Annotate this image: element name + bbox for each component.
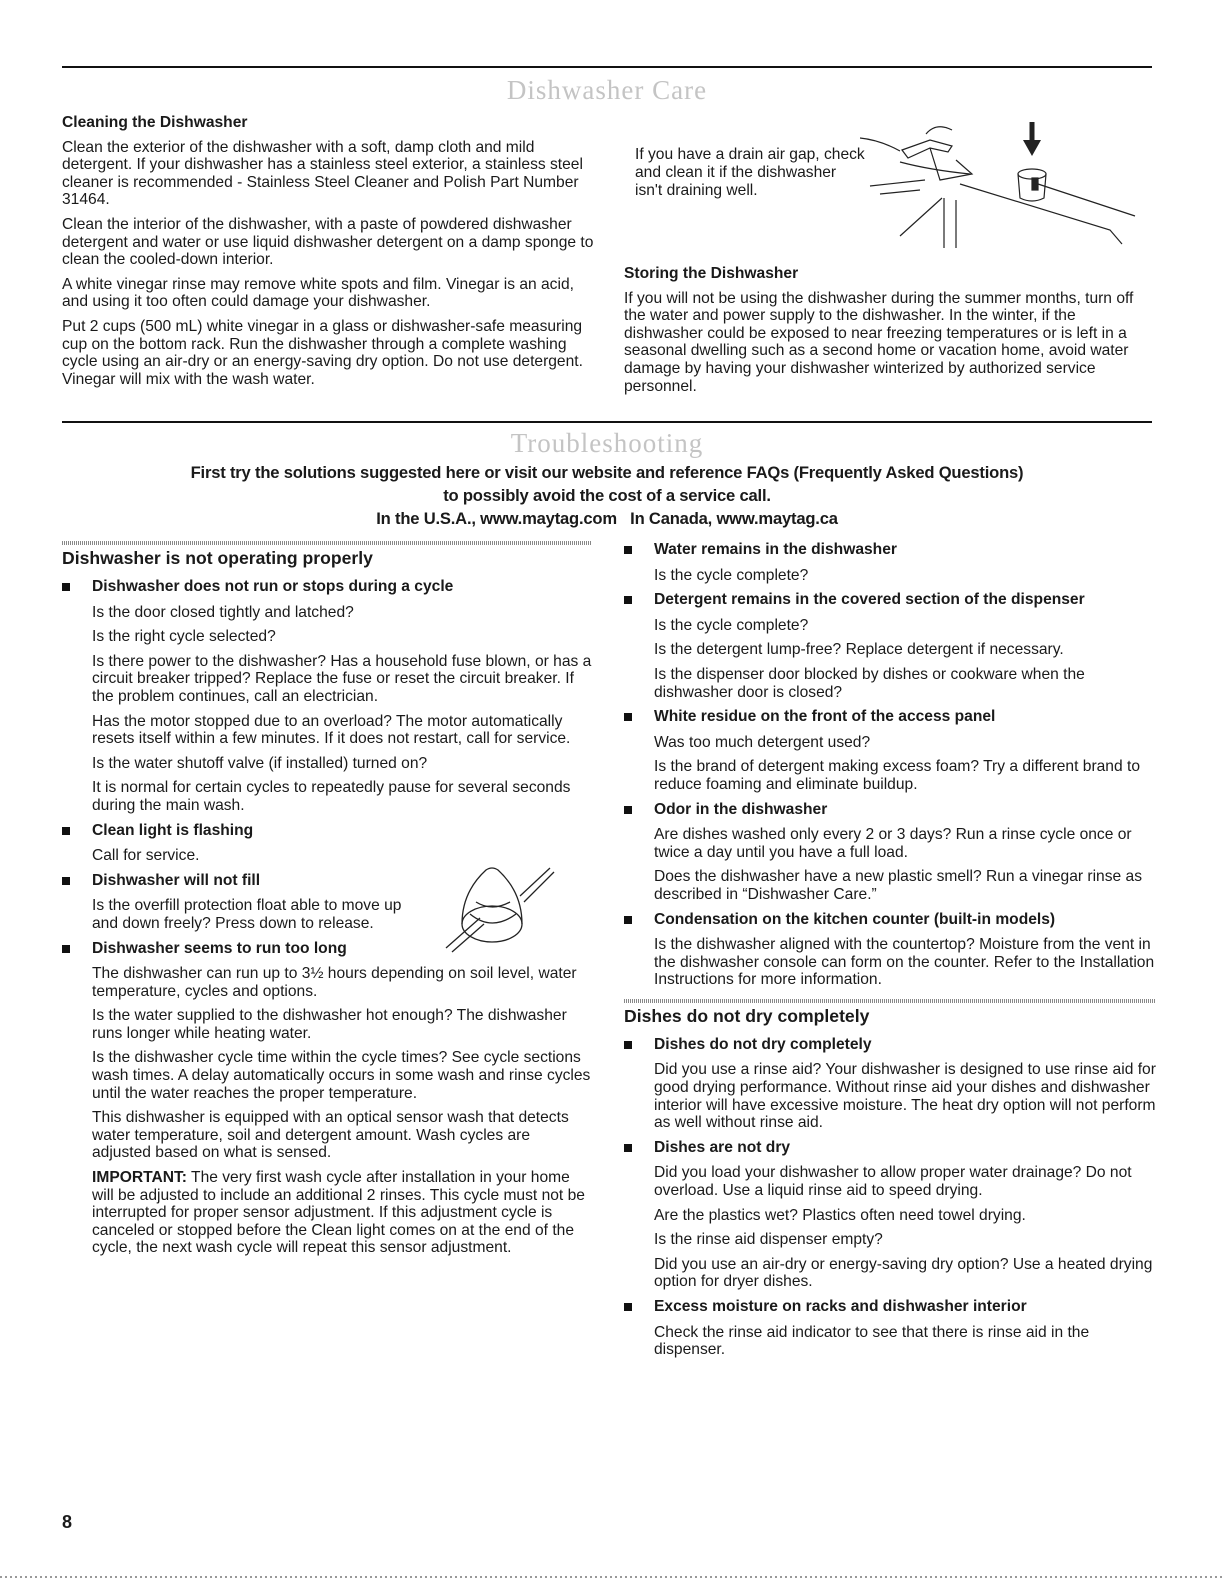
dishwasher-care-title: Dishwasher Care — [506, 75, 708, 105]
solution-text: It is normal for certain cycles to repeatedly pause for several seconds during the main wash. — [92, 779, 571, 814]
solution-text: Is the dishwasher cycle time within the cycle times? See cycle sections wash times. A delay automatically occurs in some wash and rinse cycles until the water reaches the proper temperature. — [92, 1049, 591, 1102]
bullet-icon — [624, 1144, 632, 1152]
solution-text: Did you use a rinse aid? Your dishwasher is designed to use rinse aid for good drying performance. Without rinse aid your dishes and dishwasher interior will have excessive moisture. The heat dry option will not perform as well without rinse aid. — [654, 1061, 1156, 1132]
solution-text: Are dishes washed only every 2 or 3 days? Run a rinse cycle once or twice a day until you have a full load. — [654, 826, 1132, 861]
problem-title: Dishes do not dry completely — [654, 1035, 872, 1053]
solution-text: This dishwasher is equipped with an optical sensor wash that detects water temperature, soil and detergent amount. Wash cycles are adjusted based on what is sensed. — [92, 1109, 569, 1162]
solution-text: Check the rinse aid indicator to see that there is rinse aid in the dispenser. — [654, 1323, 1090, 1359]
bullet-icon — [624, 713, 632, 721]
bullet-icon — [62, 945, 70, 953]
problem-item — [624, 1036, 1156, 1132]
problem-title: Detergent remains in the covered section of the dispenser — [654, 591, 1085, 609]
problem-title: Condensation on the kitchen counter (built-in models) — [654, 910, 1056, 928]
problem-title: Excess moisture on racks and dishwasher interior — [654, 1298, 1027, 1315]
bullet-icon — [624, 546, 632, 554]
important-text: The very first wash cycle after installation in your home will be adjusted to include an additional 2 rinses. This cycle must not be interrupted for proper sensor adjustment. If this adjustment cycle is canceled or stopped before the Clean light comes on at the end of the cycle, the next wash cycle will repeat this sensor adjustment. — [92, 1169, 585, 1257]
bullet-icon — [62, 827, 70, 835]
problem-title: Dishwasher does not run or stops during a cycle — [92, 578, 454, 595]
problem-title: Water remains in the dishwasher — [654, 541, 897, 558]
solution-text: Is the brand of detergent making excess foam? Try a different brand to reduce foaming and eliminate buildup. — [654, 758, 1140, 793]
solution-text: Is there power to the dishwasher? Has a household fuse blown, or has a circuit breaker tripped? Replace the fuse or reset the circuit breaker. If the problem continues, call an electrician. — [92, 652, 592, 705]
important-label: IMPORTANT: — [92, 1169, 187, 1187]
problem-item — [624, 591, 1156, 701]
troubleshooting-title: Troubleshooting — [510, 428, 704, 458]
solution-text: Is the detergent lump-free? Replace detergent if necessary. — [654, 641, 1064, 659]
problem-title: Dishes are not dry — [654, 1138, 791, 1156]
solution-text: Has the motor stopped due to an overload? The motor automatically resets itself within a few minutes. If it does not restart, call for service. — [92, 712, 571, 748]
drain-air-gap-text: If you have a drain air gap, check and clean it if the dishwasher isn't draining well. — [635, 146, 865, 199]
problem-item — [624, 1298, 1156, 1359]
important-note — [92, 1169, 592, 1257]
lead-line: to possibly avoid the cost of a service call. — [443, 486, 771, 505]
solution-text: The dishwasher can run up to 3½ hours depending on soil level, water temperature, cycles and options. — [92, 965, 577, 1000]
storing-column — [624, 265, 1152, 402]
lead-line: First try the solutions suggested here or visit our website and reference FAQs (Frequently Asked Questions) — [190, 463, 1024, 482]
cleaning-paragraph: Put 2 cups (500 mL) white vinegar in a glass or dishwasher-safe measuring cup on the bottom rack. Run the dishwasher through a complete washing cycle using an air-dry or an energy-saving dry option. Do not use detergent. Vinegar will mix with the wash water. — [62, 317, 583, 388]
problem-title: Dishwasher seems to run too long — [92, 939, 347, 957]
bottom-border — [0, 1576, 1225, 1578]
problem-title: Odor in the dishwasher — [654, 800, 828, 818]
problem-title: White residue on the front of the access panel — [654, 708, 996, 726]
solution-text: Are the plastics wet? Plastics often need towel drying. — [654, 1206, 1026, 1224]
solution-text: Call for service. — [92, 847, 200, 865]
page-number: 8 — [62, 1512, 73, 1532]
cleaning-heading: Cleaning the Dishwasher — [62, 114, 248, 131]
troubleshooting-left-column — [62, 541, 592, 1264]
cleaning-paragraph: Clean the exterior of the dishwasher with a soft, damp cloth and mild detergent. If your dishwasher has a stainless steel exterior, a stainless steel cleaner is recommended - Stainless Steel Cleaner and Polish Part Number 31464. — [62, 138, 583, 209]
bullet-icon — [624, 1041, 632, 1049]
solution-text: Did you load your dishwasher to allow proper water drainage? Do not overload. Use a liquid rinse aid to speed drying. — [654, 1164, 1132, 1200]
solution-text: Is the rinse aid dispenser empty? — [654, 1231, 883, 1249]
solution-text: Is the water shutoff valve (if installed) turned on? — [92, 754, 428, 772]
cleaning-column — [62, 114, 597, 395]
solution-text: Is the cycle complete? — [654, 566, 809, 584]
solution-text: Is the door closed tightly and latched? — [92, 603, 354, 621]
cleaning-paragraph: A white vinegar rinse may remove white spots and film. Vinegar is an acid, and using it too often could damage your dishwasher. — [62, 275, 574, 311]
problem-item — [624, 708, 1156, 793]
bullet-icon — [624, 916, 632, 924]
bullet-icon — [624, 596, 632, 604]
solution-text: Did you use an air-dry or energy-saving dry option? Use a heated drying option for dryer dishes. — [654, 1255, 1153, 1291]
problem-item — [62, 578, 592, 815]
storing-heading: Storing the Dishwasher — [624, 265, 799, 282]
problem-item — [624, 541, 1156, 584]
problem-item — [62, 940, 592, 1258]
storing-paragraph: If you will not be using the dishwasher during the summer months, turn off the water and power supply to the dishwasher. In the winter, if the dishwasher could be exposed to near freezing temperatures or is left in a seasonal dwelling such as a second home or vacation home, avoid water damage by having your dishwasher winterized by authorized service personnel. — [624, 289, 1134, 395]
lead-websites: In the U.S.A., www.maytag.com In Canada, www.maytag.ca — [376, 509, 838, 528]
problem-item — [624, 801, 1156, 904]
cleaning-paragraph: Clean the interior of the dishwasher, with a paste of powdered dishwasher detergent and water or use liquid dishwasher detergent on a damp sponge to clean the cooled-down interior. — [62, 215, 594, 269]
bullet-icon — [62, 877, 70, 885]
solution-text: Is the dishwasher aligned with the countertop? Moisture from the vent in the dishwasher console can form on the counter. Refer to the Installation Instructions for more information. — [654, 936, 1155, 989]
drain-air-gap-illustration — [860, 116, 1160, 256]
problem-title: Clean light is flashing — [92, 821, 254, 839]
problem-item — [62, 822, 592, 865]
problem-title: Dishwasher will not fill — [92, 871, 261, 889]
solution-text: Is the overfill protection float able to move up and down freely? Press down to release. — [92, 897, 402, 932]
bullet-icon — [624, 806, 632, 814]
dry-heading: Dishes do not dry completely — [624, 999, 1156, 1027]
solution-text: Does the dishwasher have a new plastic smell? Run a vinegar rinse as described in “Dishwasher Care.” — [654, 868, 1142, 903]
bullet-icon — [62, 583, 70, 591]
solution-text: Was too much detergent used? — [654, 733, 871, 751]
troubleshooting-right-column — [624, 541, 1156, 1366]
bullet-icon — [624, 1303, 632, 1311]
solution-text: Is the water supplied to the dishwasher hot enough? The dishwasher runs longer while heating water. — [92, 1007, 567, 1042]
problem-item — [624, 911, 1156, 989]
problem-item — [62, 872, 592, 933]
problem-item — [624, 1139, 1156, 1291]
solution-text: Is the cycle complete? — [654, 616, 809, 634]
not-operating-heading: Dishwasher is not operating properly — [62, 541, 592, 569]
solution-text: Is the right cycle selected? — [92, 628, 276, 646]
section-rule-top — [62, 66, 1152, 68]
section-rule-middle — [62, 421, 1152, 423]
solution-text: Is the dispenser door blocked by dishes or cookware when the dishwasher door is closed? — [654, 665, 1085, 701]
